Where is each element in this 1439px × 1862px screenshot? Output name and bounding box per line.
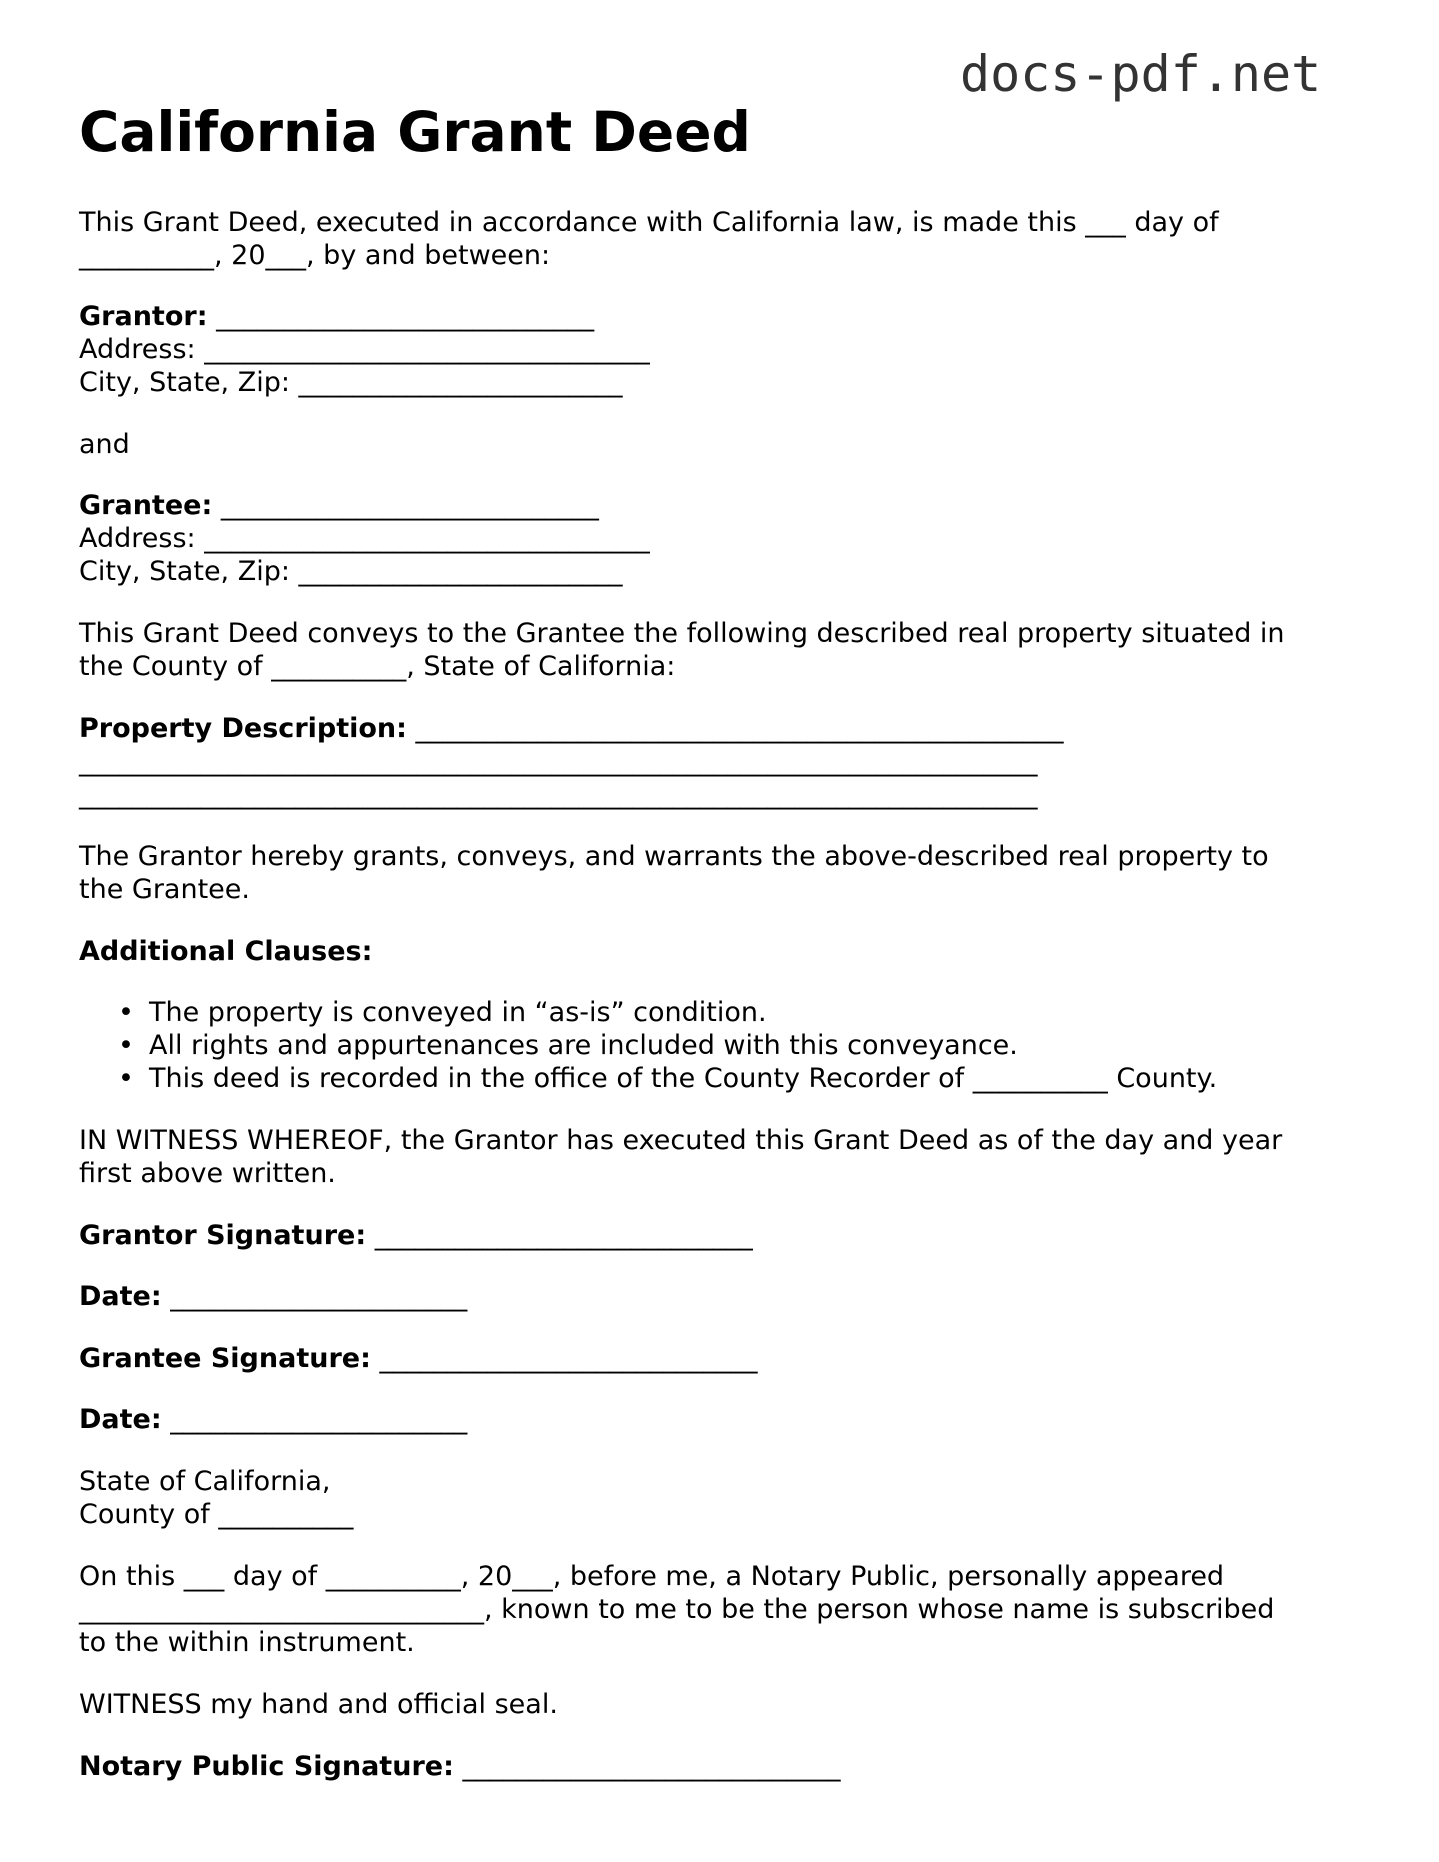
notary-signature-line <box>79 1750 840 1783</box>
grantee-label: Grantee: <box>79 490 213 521</box>
and-text: and <box>79 429 130 460</box>
notary-signature-field[interactable]: ____________________________ <box>453 1751 841 1782</box>
bullet-icon: • <box>118 997 134 1028</box>
date-line-1 <box>79 1280 467 1313</box>
grantee-signature-line <box>79 1342 757 1375</box>
grantor-signature-label: Grantor Signature: <box>79 1220 367 1251</box>
property-description-field-3[interactable]: _______________________________________________________________________ <box>79 779 1038 810</box>
notary-line-3: to the within instrument. <box>79 1627 415 1658</box>
grantor-name-field[interactable]: ____________________________ <box>207 301 595 332</box>
notary-line-1: On this ___ day of __________, 20___, before me, a Notary Public, personally appeared <box>79 1561 1225 1592</box>
page-title: California Grant Deed <box>79 100 751 164</box>
bullet-icon: • <box>118 1030 134 1061</box>
notary-signature-label: Notary Public Signature: <box>79 1751 454 1782</box>
grantor-signature-line <box>79 1219 753 1252</box>
grantor-label: Grantor: <box>79 301 208 332</box>
date-label: Date: <box>79 1404 162 1435</box>
grants-line-2: the Grantee. <box>79 874 250 905</box>
bullet-icon: • <box>118 1063 134 1094</box>
grants-line-1: The Grantor hereby grants, conveys, and warrants the above-described real property to <box>79 841 1269 872</box>
date-line-2 <box>79 1403 467 1436</box>
grantee-date-field[interactable]: ______________________ <box>161 1404 468 1435</box>
witness-whereof-line-1: IN WITNESS WHEREOF, the Grantor has executed this Grant Deed as of the day and year <box>79 1125 1283 1156</box>
county-field[interactable]: County of __________ <box>79 1499 354 1530</box>
intro-line-2: __________, 20___, by and between: <box>79 240 551 271</box>
watermark: docs-pdf.net <box>960 45 1322 103</box>
state-line-1: State of California, <box>79 1466 331 1497</box>
grantee-signature-field[interactable]: ____________________________ <box>370 1343 758 1374</box>
grantor-signature-field[interactable]: ____________________________ <box>366 1220 753 1251</box>
property-description-field[interactable]: ________________________________________________ <box>406 713 1064 744</box>
grantor-city-field[interactable]: City, State, Zip: ________________________ <box>79 367 623 398</box>
clause-item: All rights and appurtenances are included with this conveyance. <box>149 1030 1018 1061</box>
date-label: Date: <box>79 1281 162 1312</box>
conveys-line-1: This Grant Deed conveys to the Grantee the following described real property situated in <box>79 618 1285 649</box>
grantee-line <box>79 489 599 522</box>
property-label: Property Description: <box>79 713 407 744</box>
notary-line-2: ______________________________, known to me to be the person whose name is subscribed <box>79 1594 1275 1625</box>
grantee-address-field[interactable]: Address: _________________________________ <box>79 523 650 554</box>
property-description-field-2[interactable]: _______________________________________________________________________ <box>79 746 1038 777</box>
clause-item: The property is conveyed in “as-is” condition. <box>149 997 767 1028</box>
grantee-signature-label: Grantee Signature: <box>79 1343 371 1374</box>
clause-item: This deed is recorded in the office of the County Recorder of __________ County. <box>149 1063 1218 1094</box>
grantor-date-field[interactable]: ______________________ <box>161 1281 468 1312</box>
grantor-address-field[interactable]: Address: _________________________________ <box>79 334 650 365</box>
witness-hand-text: WITNESS my hand and official seal. <box>79 1689 558 1720</box>
intro-line-1: This Grant Deed, executed in accordance with California law, is made this ___ day of <box>79 207 1219 238</box>
additional-clauses-heading: Additional Clauses: <box>79 936 373 967</box>
property-line <box>79 712 1064 745</box>
grantee-city-field[interactable]: City, State, Zip: ________________________ <box>79 556 623 587</box>
grantor-line <box>79 300 594 333</box>
witness-whereof-line-2: first above written. <box>79 1158 336 1189</box>
conveys-line-2: the County of __________, State of California: <box>79 651 676 682</box>
grantee-name-field[interactable]: ____________________________ <box>212 490 599 521</box>
